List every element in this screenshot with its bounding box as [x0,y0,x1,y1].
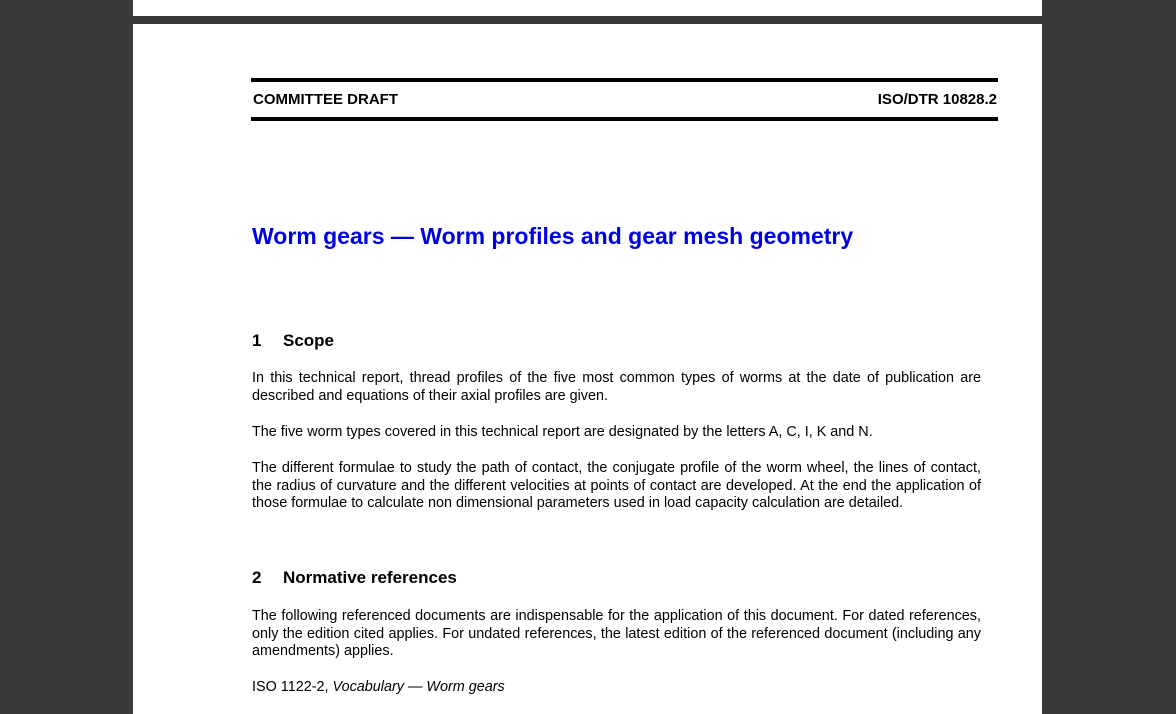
previous-page-edge [133,0,1042,16]
document-title: Worm gears — Worm profiles and gear mesh geometry [252,223,854,249]
reference-code: ISO 1122-2, [252,679,329,695]
section-title: Scope [283,331,335,350]
section-heading-scope [252,331,334,351]
section-heading-normative-references [252,568,457,588]
reference-title: Vocabulary — Worm gears [332,679,505,695]
section-title: Normative references [283,568,457,587]
scope-paragraph-1: In this technical report, thread profiles of the five most common types of worms at the date of publication are described and equations of their axial profiles are given. [252,370,981,404]
document-page [133,24,1042,714]
section-number: 1 [252,331,262,350]
reference-entry [252,679,505,697]
header-draft-label: COMMITTEE DRAFT [253,91,398,108]
section-number: 2 [252,568,262,587]
scope-paragraph-2: The five worm types covered in this technical report are designated by the letters A, C, I, K and N. [252,424,873,440]
normative-references-paragraph: The following referenced documents are indispensable for the application of this document. For dated references, only the edition cited applies. For undated references, the latest edition of the referenced document (including any amendments) applies. [252,608,981,659]
header-rule-top [251,78,998,82]
header-document-number: ISO/DTR 10828.2 [877,91,997,108]
scope-paragraph-3: The different formulae to study the path of contact, the conjugate profile of the worm wheel, the lines of contact, the radius of curvature and the different velocities at points of contact are developed. At the end the application of those formulae to calculate non dimensional parameters used in load capacity calculation are detailed. [252,460,981,511]
header-rule-bottom [251,117,998,121]
